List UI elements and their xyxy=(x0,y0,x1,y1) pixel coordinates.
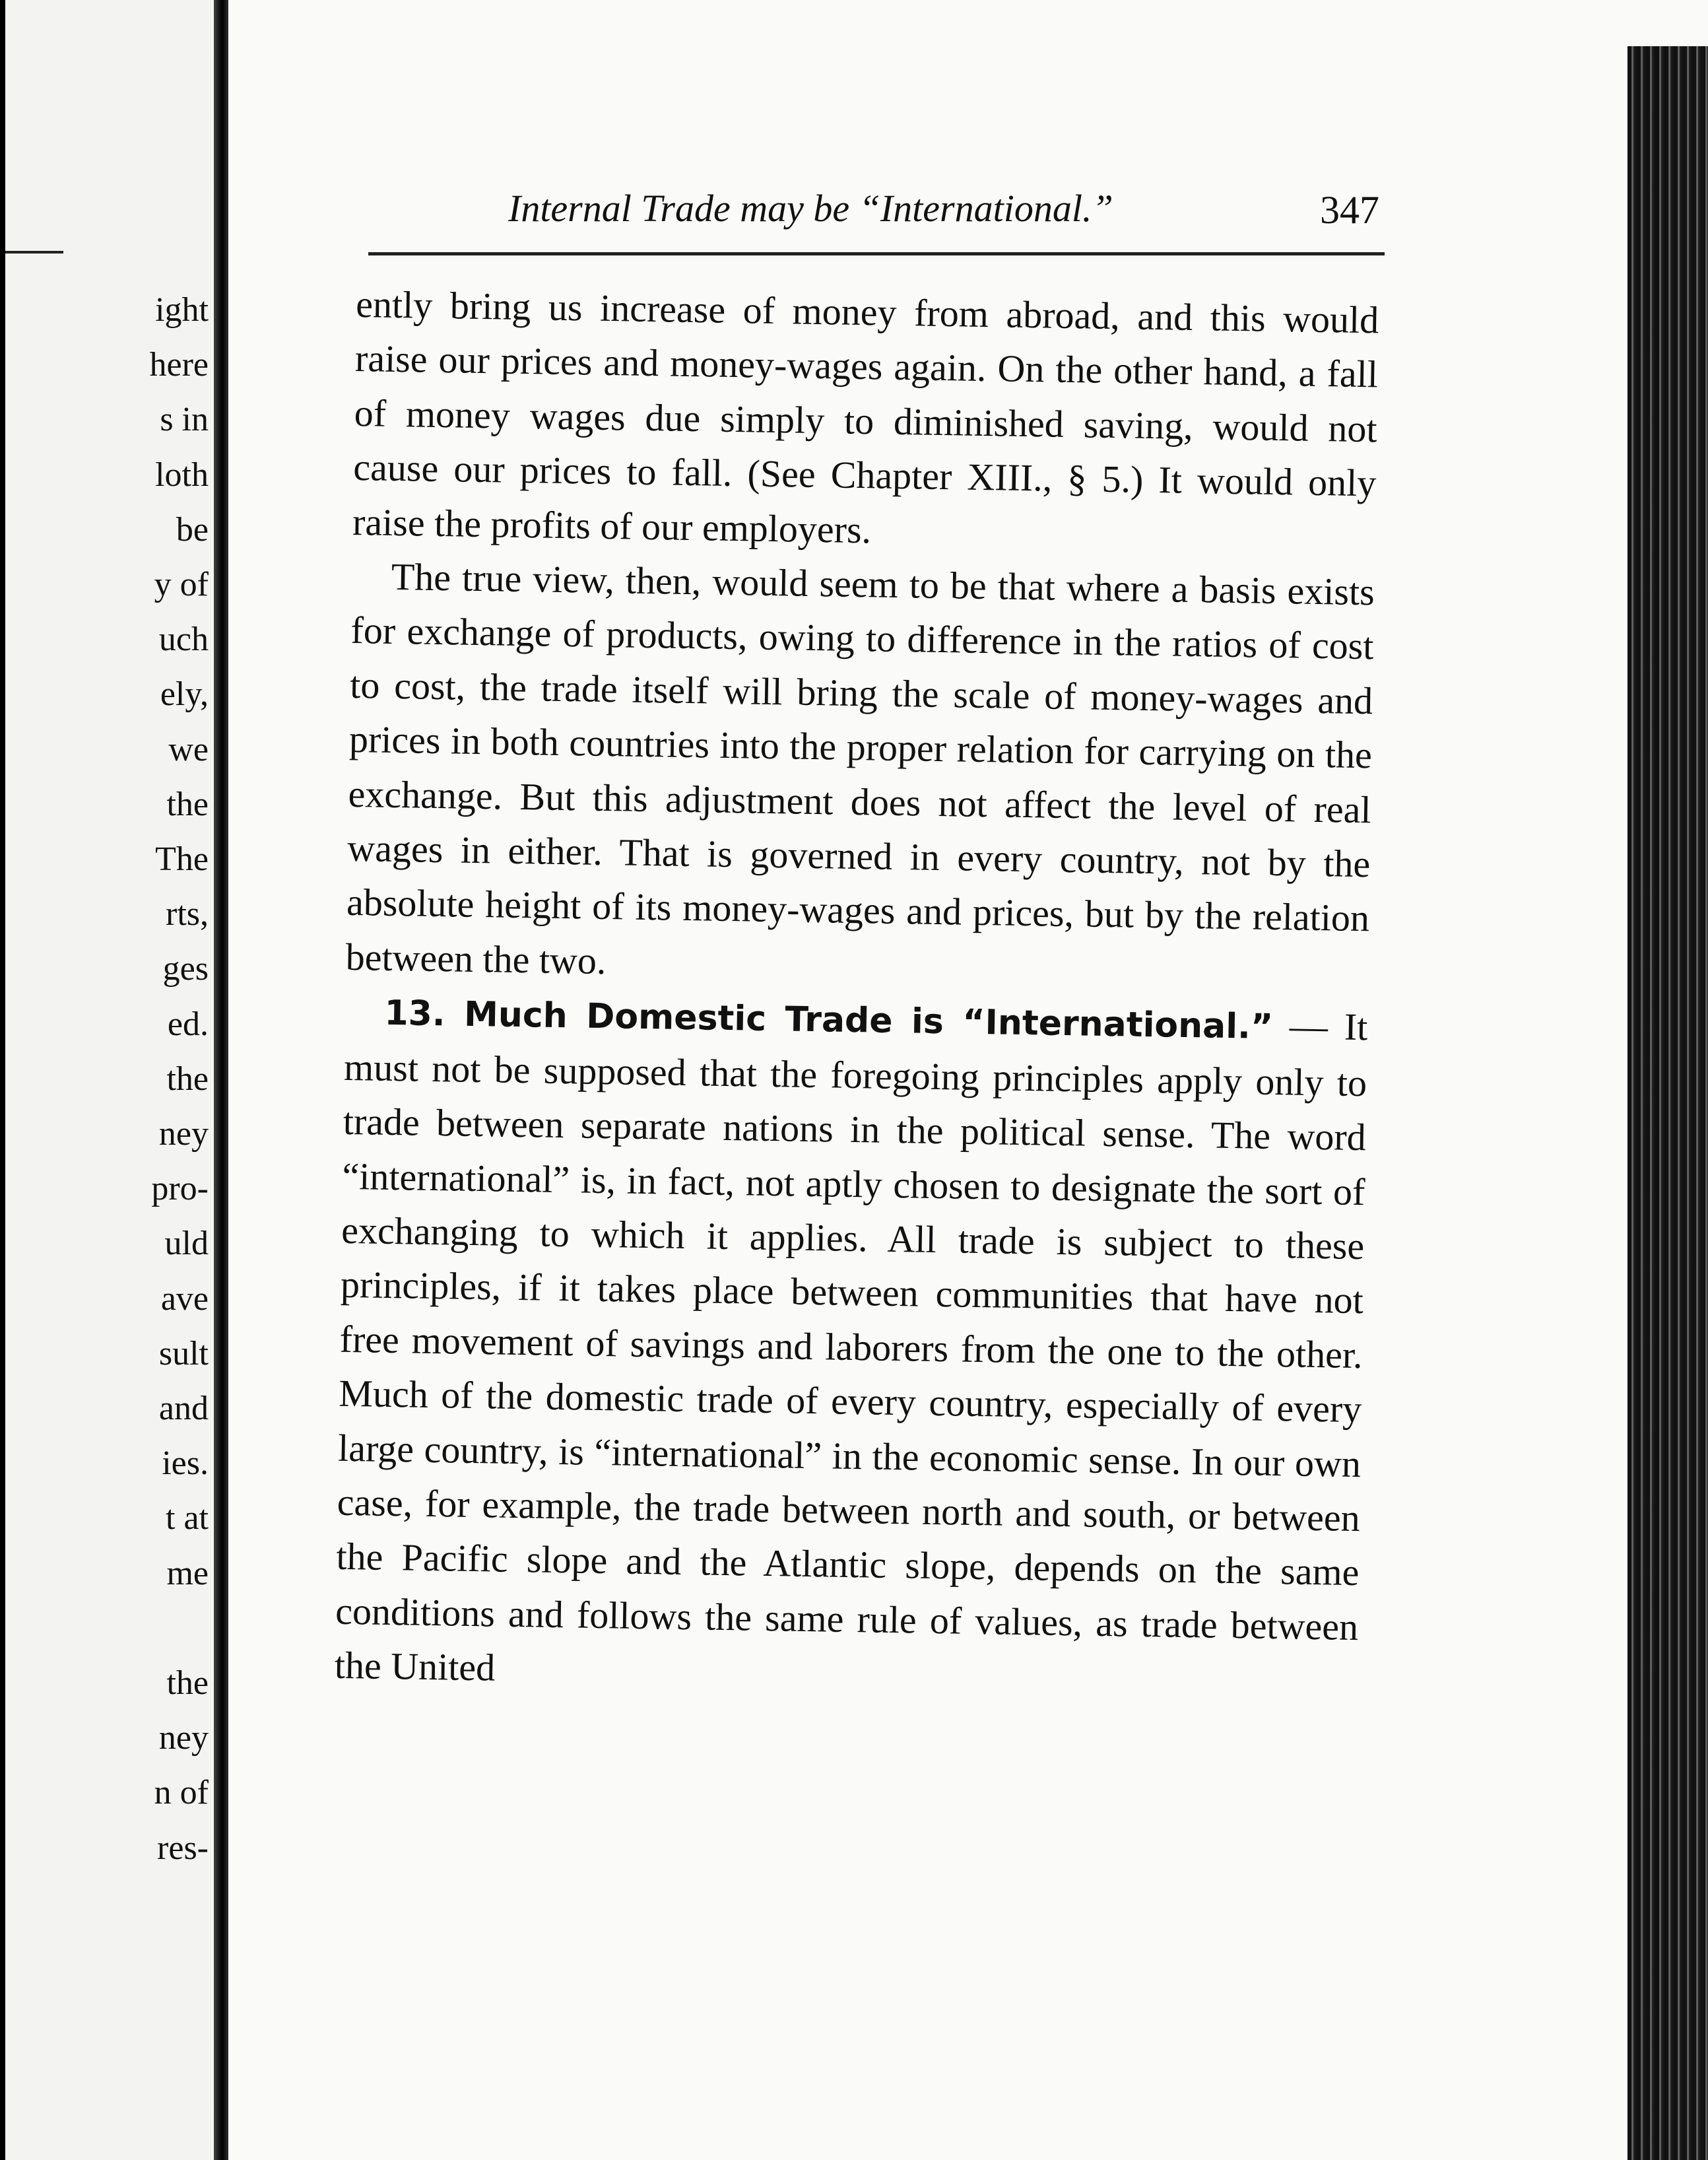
left-page-line-fragment: me xyxy=(166,1554,209,1592)
left-page-line-fragment: ies. xyxy=(162,1444,209,1483)
section-heading: 13. Much Domestic Trade is “International.” xyxy=(384,994,1274,1048)
left-page-line-fragment: res- xyxy=(157,1829,209,1867)
left-page-line-fragment: be xyxy=(176,510,209,549)
left-page-line-fragment: the xyxy=(166,785,209,823)
paragraph-continued: ently bring us increase of money from abroad, and this would raise our prices and money-wages again. On the other hand, a fall of money wages due simply to diminished saving, would not cause our prices to fall. (See Chapter XIII., § 5.) It would only raise the profits of our employers. xyxy=(352,282,1379,551)
left-page-line-fragment: ely, xyxy=(160,675,209,714)
left-page-line-fragment: and xyxy=(158,1390,209,1427)
left-page-line-fragment: rts, xyxy=(166,895,209,933)
left-page-line-fragment: sult xyxy=(158,1334,209,1372)
left-page-line-fragment: the xyxy=(166,1664,209,1702)
paragraph-true-view: The true view, then, would seem to be that where a basis exists for exchange of products, owing to difference in the ratios of cost to cost, the trade itself will bring the scale of money-wages and prices in both countries into the proper relation for carrying on the exchange. But this adjustment does not affect the level of real wages in either. That is governed in every country, not by the absolute height of its money-wages and prices, but by the relation between the two. xyxy=(345,555,1375,982)
left-page-line-fragment: ges xyxy=(162,950,209,988)
book-gutter xyxy=(214,0,228,2160)
left-page-line-fragment: y of xyxy=(154,566,209,603)
section-13-text: — It must not be supposed that the foregoing principles apply only to trade between separate nations in the political sense. The word “international” is, in fact, not aptly chosen to designate the sort of exchanging to which it applies. All trade is subject to these principles, if it takes place between communities that have not free movement of savings and laborers from the one to the other. Much of the domestic trade of every country, especially of every large country, is “international” in the economic sense. In our own case, for example, the trade between north and south, or between the Pacific slope and the Atlantic slope, depends on the same conditions and follows the same rule of values, as trade between the United xyxy=(334,1004,1368,1689)
left-page-line-fragment: the xyxy=(166,1060,209,1098)
left-page-line-fragment: The xyxy=(155,840,209,878)
left-page-line-fragment: uld xyxy=(164,1225,209,1263)
left-page-line-fragment: loth xyxy=(155,456,209,494)
left-page-line-fragment: pro- xyxy=(151,1170,209,1208)
left-facing-page xyxy=(5,0,214,2160)
left-page-line-fragment: we xyxy=(168,730,209,768)
left-page-line-fragment: here xyxy=(149,346,209,384)
body-text xyxy=(334,277,1379,1709)
left-page-line-fragment: ed. xyxy=(167,1005,209,1043)
left-page-line-fragment: ney xyxy=(158,1719,209,1757)
left-page-line-fragment: uch xyxy=(158,621,209,659)
left-page-line-fragment: ney xyxy=(158,1115,209,1153)
book-edge-top xyxy=(1610,0,1708,46)
left-page-line-fragment: ave xyxy=(160,1279,209,1318)
left-page-line-fragment: ight xyxy=(155,291,209,329)
book-page-edges xyxy=(1627,46,1708,2160)
left-page-line-fragment: t at xyxy=(166,1499,209,1537)
paragraph-section-13 xyxy=(334,984,1368,1708)
scan-border xyxy=(0,0,5,2160)
left-page-header-rule xyxy=(5,251,63,253)
running-head: Internal Trade may be “International.” xyxy=(508,187,1113,230)
header-rule xyxy=(368,252,1385,255)
left-page-line-fragment: s in xyxy=(160,401,209,439)
left-page-line-fragment: n of xyxy=(154,1774,209,1812)
page-number: 347 xyxy=(1320,188,1379,232)
